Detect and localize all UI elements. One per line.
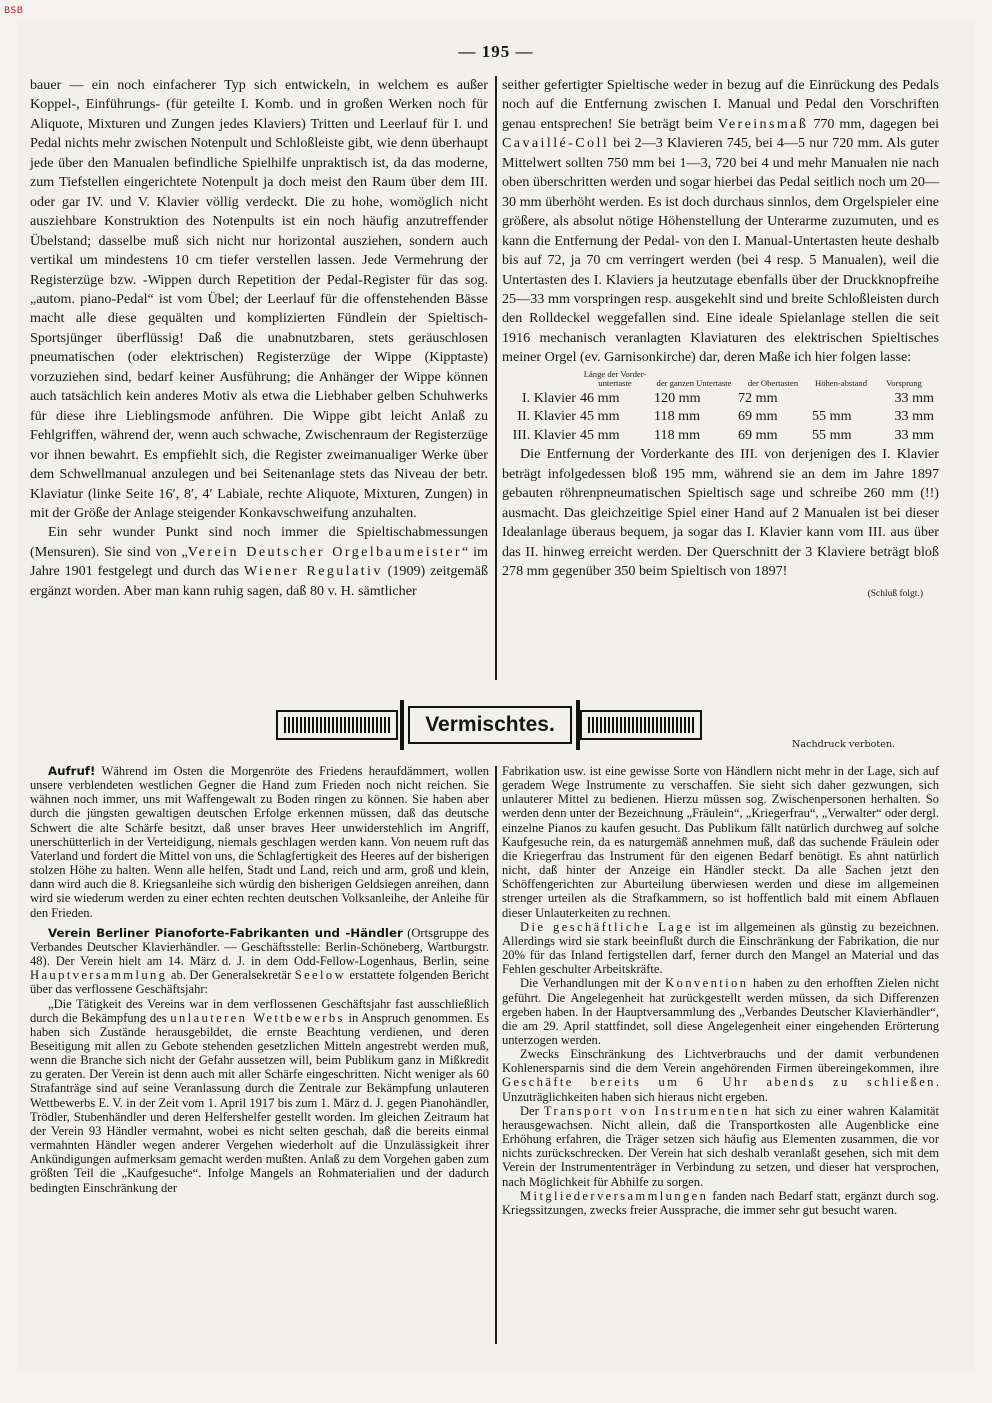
spaced-text: Wiener Regulativ	[243, 563, 383, 580]
text-run: bei 2—3 Klavieren 745, bei 4—5 nur 720 mm. Als guter Mittelwert sollten 750 mm bei 1—3, 720 bei 4 und mehr Manualen nie nach oben überschritten werden und sogar hierbei das Pedal seitlich noch um 20—30 mm überhöht werden. Es ist doch durchaus sinnlos, dem Orgelspieler eine größere, als absolut nötige Höhenstellung der Unterarme zuzumuten, und es kann die Entfernung der Pedal- von den I. Manual-Untertasten heute deshalb bis auf 72, ja 70 cm verringert werden (bei 4 resp. 5 Manualen), weil die Untertasten des I. Klaviers ja heutzutage ebenfalls über der Druckknopfreihe 25—33 mm vorspringen resp. ausgekehlt sind und breite Schloßleisten durch den Rolldeckel weggefallen sind. Eine ideale Spielanlage stellen die seit 1916 mechanisch veranlagten Klaviaturen des elektrischen Spieltisches meiner Orgel (ev. Garnisonkirche) dar, deren Maße ich hier folgen lasse:	[502, 135, 939, 366]
text-run: ist im allgemeinen als günstig zu bezeichnen. Allerdings wird sie stark beeinflußt durch die Einschränkung der Fabrikation, die nur 20% für das Inland fertigstellen darf, ferner durch den Mangel an Material und das Fehlen geschulter Arbeitskräfte.	[502, 919, 939, 977]
measurements-table	[506, 370, 936, 445]
column-divider-lower	[495, 766, 497, 1344]
table-cell	[810, 389, 872, 408]
text-run: Zwecks Einschränkung des Lichtverbrauchs und der damit verbundenen Kohlenersparnis sind die dem Verein angehörenden Firmen übereingekommen, ihre	[502, 1047, 939, 1076]
upper-right-column	[502, 76, 939, 605]
lower-right-column	[502, 764, 939, 1217]
verein-heading: Verein Berliner Pianoforte-Fabrikanten und -Händler	[48, 925, 403, 940]
text-run: erstattete folgenden Bericht über das verflossene Geschäftsjahr:	[30, 968, 489, 997]
paragraph-spieltisch: bauer — ein noch einfacherer Typ sich entwickeln, in welchem es außer Koppel-, Einführungs- (für geteilte I. Komb. und in großen Werken noch für Aliquote, Mixturen und Zungen jedes Klaviers) Tritten und Leerlauf für I. und Pedal nichts mehr zwischen Notenpult und Schloßleiste gibt, wie denn überhaupt jede über den Manualen befindliche Spielhilfe unpraktisch ist, da das moderne, zum Tiefstellen eingerichtete Notenpult ja doch meist den Raum über dem III. oder gar IV. und V. Klavier völlig verdeckt. Die zu hohe, womöglich nicht ausziehbare Konstruktion des Notenpults ist ein noch häufig anzutreffender Übelstand; dasselbe muß sich nicht nur horizontal ausziehen, sondern auch vertikal um mindestens 10 cm tiefer verstellen lassen. Jede Vermehrung der Registerzüge bzw. -Wippen durch Repetition der Pedal-Register für das sog. „autom. piano-Pedal“ ist vom Übel; der Leerlauf für die offenstehenden Bässe macht alle diese gequälten und komplizierten Fündlein der Spieltisch-Sportsjünger überflüssig! Daß die unabnutzbaren, stets geräuschlosen pneumatischen (oder elektrischen) Registerzüge der Wippe (Kipptaste) vorzuziehen sind, bedarf keiner Ausführung; die Anhänger der Wippe können auch tatsächlich kein anderes Motiv als etwa die Liebhaber gelben Schuhwerks für diese ihre Lieblingsmode anführen. Die Wippe gibt leicht Anlaß zu Fehlgriffen, während der, wenn auch schwache, Zwischenraum der Registerzüge vor ihnen bewahrt. Es empfiehlt sich, die Register zweimanualiger Werke über dem Schwellmanual anzulegen und bei Seitenanlage stets das Niveau der betr. Klaviatur (linke Seite 16′, 8′, 4′ Labiale, rechte Aliquote, Mixturen, Zungen) in mit der Größe der Anlage steigender Konkavschweifung anzuhalten.	[30, 77, 488, 521]
reprint-note: Nachdruck verboten.	[792, 739, 896, 750]
table-row	[506, 407, 936, 426]
spaced-text: Vereinsmaß	[717, 115, 809, 132]
continuation-note: (Schluß folgt.)	[867, 589, 923, 600]
text-run: Der	[520, 1103, 544, 1118]
paragraph-verein	[30, 926, 489, 997]
table-cell: 118 mm	[654, 408, 701, 425]
table-cell: 120 mm	[654, 389, 701, 406]
text-run: hat sich zu einer wahren Kalamität herausgewachsen. Nicht allein, daß die Transportkosten alle Augenblicke eine Erhöhung erfahren, die Träger setzen sich häufig aus Elementen zusammen, die vor nichts zurückschrecken. Der Verein hat sich deshalb veranlaßt gesehen, sich mit dem Verein der Instrumententräger in Verbindung zu setzen, und dieser hat versprochen, nach Möglichkeit für Abhilfe zu sorgen.	[502, 1103, 939, 1189]
table-cell: 69 mm	[738, 426, 778, 443]
text-run: haben zu den erhofften Zielen nicht geführt. Die Angelegenheit hat zurückgestellt werden müssen, da sich Differenzen ergeben haben. In der Hauptversammlung des „Verbandes Deutscher Klavierhändler“, die am 29. April stattfindet, soll diese Angelegenheit einer eingehenden Erörterung unterzogen werden.	[502, 976, 939, 1047]
table-cell: 46 mm	[580, 389, 620, 406]
text-run: Ein sehr wunder Punkt sind noch immer die Spieltischabmessungen (Mensuren). Sie sind von „	[30, 524, 488, 560]
paragraph-pedal	[502, 76, 939, 368]
ornament-fill	[284, 717, 390, 733]
ornament-post	[400, 700, 404, 750]
spaced-text: Verein Deutscher Orgelbaumeister	[187, 543, 462, 560]
paragraph-aufruf	[30, 764, 489, 920]
table-header	[506, 370, 578, 389]
paragraph-bericht	[30, 997, 489, 1195]
spaced-text: Cavaillé-Coll	[502, 135, 610, 152]
paragraph-entfernung: Die Entfernung der Vorderkante des III. von derjenigen des I. Klavier beträgt infolgedessen bloß 195 mm, während sie an dem im Jahre 1897 gebauten röhrenpneumatischen Spieltisch sage und schreibe 260 mm (!!) ausmacht. Das gleichzeitige Spiel einer Hand auf 2 Manualen ist bei dieser Idealanlage überaus bequem, ja sogar das I. Klavier kann vom III. aus über das II. hinweg erreicht werden. Der Querschnitt der 3 Klaviere beträgt bloß 278 mm gegenüber 350 beim Spieltisch von 1897!	[502, 446, 939, 580]
text-run: in Anspruch genommen. Es haben sich Zustände herausgebildet, die ernste Beachtung verdienen, und deren Beseitigung mit allen zu Gebote stehenden gesetzlichen Mitteln angestrebt werden muß, wenn die Branche sich nicht der Gefahr aussetzen will, beim Publikum ganz in Mißkredit zu geraten. Der Verein ist denn auch mit aller Schärfe eingeschritten. Nicht weniger als 60 Strafanträge sind auf seine Veranlassung durch die Zentrale zur Bekämpfung unlauteren Wettbewerbs E. V. in der Zeit vom 1. April 1917 bis zum 1. März d. J. gegen Pianohändler, Trödler, Stubenhändler und deren Helfershelfer gestellt worden. Im gleichen Zeitraum hat der Verein 93 Händler vermahnt, wobei es nicht selten geschah, daß die bereits einmal vermahnten Händler wegen anderer Vergehen wiederholt auf die Unzulässigkeit ihrer Ankündigungen aufmerksam gemacht werden mußten. Anlaß zu dem Vorgehen gaben zum größten Teil die „Kaufgesuche“. Infolge Mangels an Rohmaterialien und der dadurch bedingten Einschränkung der	[30, 1010, 489, 1195]
table-header-row	[506, 370, 936, 389]
page-number: — 195 —	[458, 42, 534, 61]
library-mark: BSB	[4, 6, 24, 16]
paragraph-lage	[502, 920, 939, 977]
paragraph-lichtverbrauch	[502, 1047, 939, 1104]
text-run: ab. Der Generalsekretär	[167, 968, 295, 983]
table-header: der Obertasten	[747, 378, 799, 389]
table-cell: 55 mm	[812, 426, 852, 443]
text-run: 770 mm, dagegen bei	[808, 115, 939, 132]
text-run: “ im Jahre 1901 festgelegt und durch das	[30, 543, 488, 580]
ornament-bar-right	[580, 710, 702, 740]
text-run: Die Verhandlungen mit der	[520, 976, 666, 991]
table-cell: 33 mm	[894, 426, 934, 443]
paragraph-konvention	[502, 976, 939, 1047]
spaced-text: Transport von Instrumenten	[543, 1103, 750, 1118]
table-header: der ganzen Untertaste	[656, 378, 732, 389]
section-title: Vermischtes.	[425, 713, 555, 736]
text-run: (1909) zeitgemäß ergänzt worden. Aber man kann ruhig sagen, daß 80 v. H. sämtlicher	[30, 563, 488, 599]
column-divider-upper	[495, 76, 497, 680]
table-cell: I. Klavier	[521, 389, 576, 406]
spaced-text: unlauteren Wettbewerbs	[170, 1010, 345, 1025]
paragraph-mensuren	[30, 523, 488, 601]
text-run: „Die Tätigkeit des Vereins war in dem verflossenen Geschäftsjahr fast ausschließlich durch die Bekämpfung des	[30, 996, 489, 1025]
table-cell: 45 mm	[580, 408, 620, 425]
text-run: Während im Osten die Morgenröte des Friedens heraufdämmert, wollen unsere verblendeten westlichen Gegner die Hand zum Frieden noch nicht reichen. Sie wähnen noch immer, uns mit Waffengewalt zu Boden ringen zu können. Sie haben aber durch die jüngsten gewaltigen deutschen Erfolge erkennen müssen, daß das deutsche Schwert die alte Schärfe besitzt, daß unser braves Heer unwiderstehlich im Angriff, unerschütterlich in der Verteidigung, niemals geschlagen werden kann. Von neuem ruft das Vaterland und fordert die Mittel von uns, die Schlagfertigkeit des Heeres auf der bisherigen stolzen Höhe zu halten. Wenn alle helfen, Stadt und Land, reich und arm, groß und klein, dann wird auch die 8. Kriegsanleihe sich würdig den bisherigen Geldsiegen anreihen, dann wird sie wiederum werden zu einer echten rechten deutschen Volksanleihe, der Anleihe für den Frieden.	[30, 764, 489, 920]
lower-left-column	[30, 764, 489, 1195]
spaced-text: Geschäfte bereits um 6 Uhr abends zu schließen	[502, 1075, 936, 1090]
section-banner	[268, 700, 708, 748]
section-title-box	[408, 706, 572, 744]
aufruf-heading: Aufruf!	[48, 764, 96, 778]
table-header: Länge der Vorder-untertaste	[583, 368, 647, 389]
text-run: . Unzuträglichkeiten haben sich hieraus nicht ergeben.	[502, 1075, 939, 1104]
table-cell: 55 mm	[812, 408, 852, 425]
spaced-text: Hauptversammlung	[30, 968, 168, 983]
paragraph-transport	[502, 1104, 939, 1189]
table-cell: III. Klavier	[512, 426, 576, 443]
table-cell: 118 mm	[654, 426, 701, 443]
table-cell: 72 mm	[738, 389, 778, 406]
spaced-text: Die geschäftliche Lage	[520, 919, 693, 934]
text-run: fanden nach Bedarf statt, ergänzt durch sog. Kriegssitzungen, zwecks freier Aussprache, die immer sehr gut besucht waren.	[502, 1188, 939, 1217]
table-cell: 33 mm	[894, 408, 934, 425]
table-header: Höhen-abstand	[814, 378, 868, 389]
table-cell: 33 mm	[894, 389, 934, 406]
table-row	[506, 426, 936, 445]
table-cell: 69 mm	[738, 408, 778, 425]
paragraph-mitglieder	[502, 1189, 939, 1217]
ornament-fill	[588, 717, 694, 733]
text-run: (Ortsgruppe des Verbandes Deutscher Klavierhändler. — Geschäftsstelle: Berlin-Schöneberg, Wartburgstr. 48). Der Verein hielt am 14. März d. J. in dem Odd-Fellow-Logenhaus, Berlin, seine	[30, 925, 489, 969]
table-header: Vorsprung	[886, 378, 922, 389]
ornament-bar-left	[276, 710, 398, 740]
table-row	[506, 389, 936, 408]
table-cell: II. Klavier	[517, 408, 576, 425]
table-cell: 45 mm	[580, 426, 620, 443]
spaced-text: Konvention	[665, 976, 749, 991]
spaced-text: Seelow	[294, 968, 347, 983]
text-run: seither gefertigter Spieltische weder in bezug auf die Einrückung des Pedals noch auf die Entfernung zwischen I. Manual und Pedal den Vorschriften genau entsprechen! Sie beträgt beim	[502, 77, 939, 132]
upper-left-column	[30, 76, 488, 601]
paragraph-kaufgesuche: Fabrikation usw. ist eine gewisse Sorte von Händlern nicht mehr in der Lage, sich auf geradem Wege Instrumente zu verschaffen. Sie sieht sich daher gezwungen, sich unlauterer Mittel zu bedienen. Hierzu müssen sog. Zwischenpersonen herhalten. So werden denn unter der Bezeichnung „Fräulein“, „Kriegerfrau“, „Verwalter“ oder dergl. einzelne Pianos zu kaufen gesucht. Das Publikum fällt natürlich durchweg auf solche Kaufgesuche rein, da es naturgemäß annehmen muß, daß das suchende Fräulein oder die Kriegerfrau das Instrument für den eigenen Bedarf benötigt. Es ahnt natürlich nicht, daß hinter der Anzeige ein Händler steckt. Da alle Sachen jetzt den Schöffengerichten zur Aburteilung überwiesen werden und diese im allgemeinen strenger urteilen als die Strafkammern, so ist hoffentlich bald mit einem Abflauen dieser Unlauterkeiten zu rechnen.	[502, 764, 939, 920]
spaced-text: Mitgliederversammlungen	[520, 1188, 709, 1203]
